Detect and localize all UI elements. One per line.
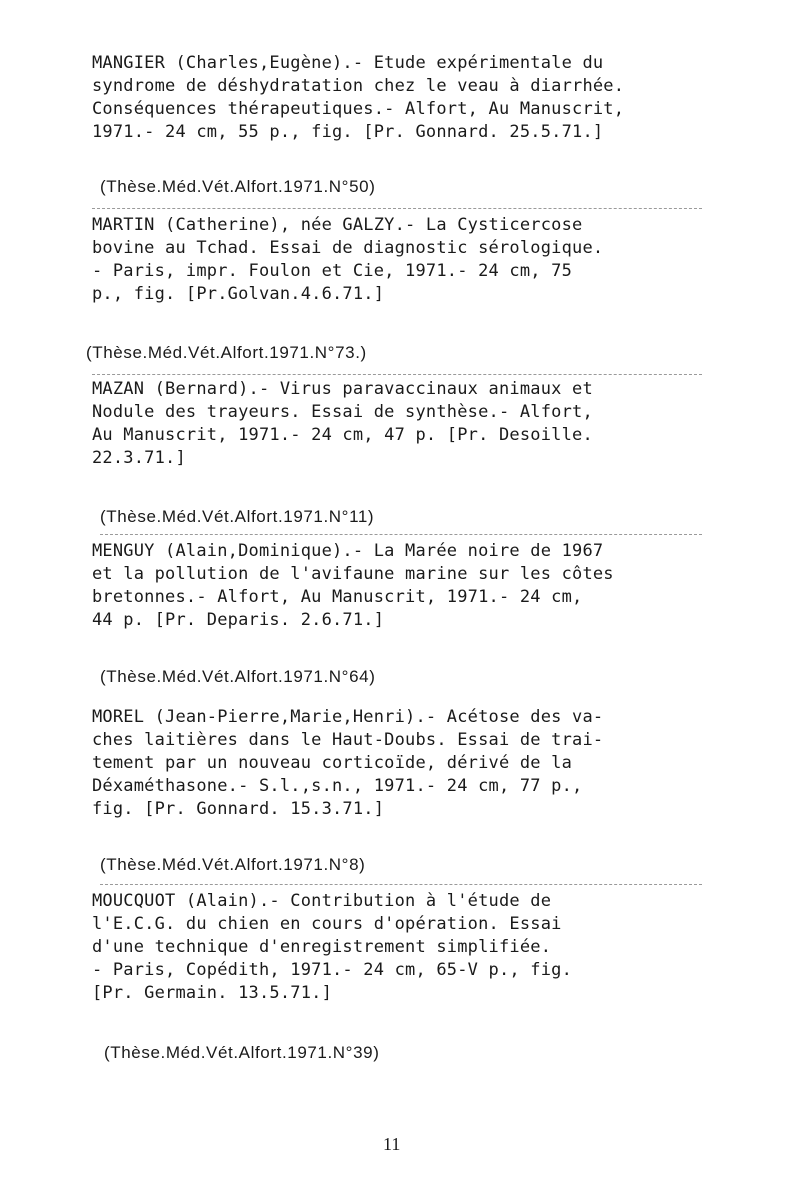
entry-line: Nodule des trayeurs. Essai de synthèse.- Alfort,: [92, 402, 593, 422]
entry-line: syndrome de déshydratation chez le veau à diarrhée.: [92, 76, 625, 96]
separator-rule: [92, 208, 702, 209]
entry-line: MENGUY (Alain,Dominique).- La Marée noire de 1967: [92, 541, 604, 561]
entry-line: Au Manuscrit, 1971.- 24 cm, 47 p. [Pr. Desoille.: [92, 425, 593, 445]
separator-rule: [100, 884, 702, 885]
thesis-reference: (Thèse.Méd.Vét.Alfort.1971.N°73.): [86, 343, 367, 362]
bibliography-entry: [92, 540, 712, 632]
entry-line: MANGIER (Charles,Eugène).- Etude expérimentale du: [92, 53, 604, 73]
entry-line: bretonnes.- Alfort, Au Manuscrit, 1971.- 24 cm,: [92, 587, 583, 607]
entry-line: p., fig. [Pr.Golvan.4.6.71.]: [92, 284, 385, 304]
entry-line: MARTIN (Catherine), née GALZY.- La Cysticercose: [92, 215, 583, 235]
entry-line: d'une technique d'enregistrement simplifiée.: [92, 937, 552, 957]
thesis-reference: (Thèse.Méd.Vét.Alfort.1971.N°50): [100, 177, 376, 196]
thesis-reference: (Thèse.Méd.Vét.Alfort.1971.N°64): [100, 667, 376, 686]
entry-line: l'E.C.G. du chien en cours d'opération. Essai: [92, 914, 562, 934]
entry-line: [Pr. Germain. 13.5.71.]: [92, 983, 333, 1003]
entry-line: - Paris, impr. Foulon et Cie, 1971.- 24 cm, 75: [92, 261, 573, 281]
entry-line: MOREL (Jean-Pierre,Marie,Henri).- Acétose des va-: [92, 707, 604, 727]
bibliography-entry: [92, 52, 712, 144]
bibliography-entry: [92, 378, 712, 470]
entry-line: 22.3.71.]: [92, 448, 186, 468]
entry-line: Déxaméthasone.- S.l.,s.n., 1971.- 24 cm, 77 p.,: [92, 776, 583, 796]
entry-line: MOUCQUOT (Alain).- Contribution à l'étude de: [92, 891, 552, 911]
entry-line: fig. [Pr. Gonnard. 15.3.71.]: [92, 799, 385, 819]
entry-line: MAZAN (Bernard).- Virus paravaccinaux animaux et: [92, 379, 593, 399]
separator-rule: [92, 374, 702, 375]
entry-line: tement par un nouveau corticoïde, dérivé de la: [92, 753, 573, 773]
bibliography-entry: [92, 214, 712, 306]
entry-line: et la pollution de l'avifaune marine sur les côtes: [92, 564, 614, 584]
entry-line: Conséquences thérapeutiques.- Alfort, Au Manuscrit,: [92, 99, 625, 119]
page-number: 11: [383, 1134, 401, 1154]
bibliography-entry: [92, 890, 712, 1005]
thesis-reference: (Thèse.Méd.Vét.Alfort.1971.N°8): [100, 855, 366, 874]
entry-line: 44 p. [Pr. Deparis. 2.6.71.]: [92, 610, 385, 630]
thesis-reference: (Thèse.Méd.Vét.Alfort.1971.N°39): [104, 1043, 380, 1062]
separator-rule: [100, 534, 702, 535]
entry-line: - Paris, Copédith, 1971.- 24 cm, 65-V p., fig.: [92, 960, 573, 980]
thesis-reference: (Thèse.Méd.Vét.Alfort.1971.N°11): [100, 507, 375, 526]
bibliography-entry: [92, 706, 712, 821]
entry-line: 1971.- 24 cm, 55 p., fig. [Pr. Gonnard. 25.5.71.]: [92, 122, 604, 142]
entry-line: ches laitières dans le Haut-Doubs. Essai de trai-: [92, 730, 604, 750]
entry-line: bovine au Tchad. Essai de diagnostic sérologique.: [92, 238, 604, 258]
